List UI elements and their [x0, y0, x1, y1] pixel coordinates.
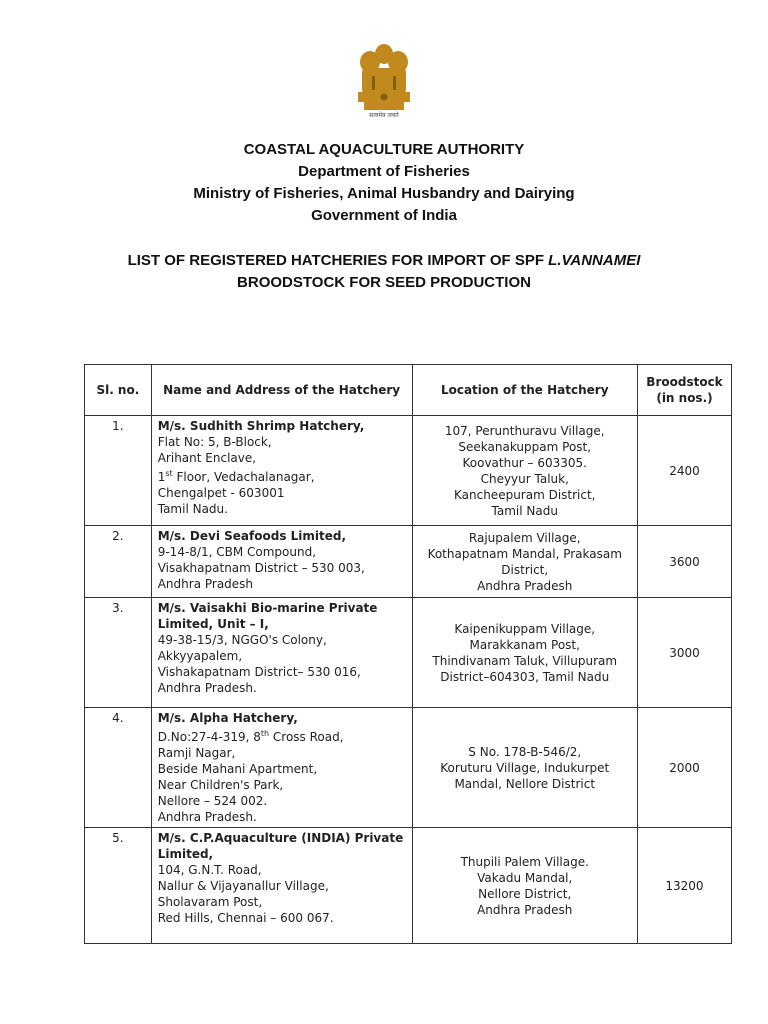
address-line: Andhra Pradesh.: [157, 810, 257, 824]
location-line: 107, Perunthuravu Village,: [444, 423, 605, 438]
cell-location: [412, 828, 637, 944]
address-line: Akkyyapalem,: [157, 649, 243, 663]
government-name: Government of India: [311, 207, 457, 224]
location-line: Thindivanam Taluk, Villupuram: [432, 653, 618, 668]
cell-location: [412, 526, 637, 598]
location-line: Andhra Pradesh: [477, 578, 573, 593]
address-line: Flat No: 5, B-Block,: [157, 435, 272, 449]
cell-broodstock: 3600: [637, 526, 731, 598]
location-line: Tamil Nadu: [491, 503, 558, 518]
cell-broodstock: 3000: [637, 598, 731, 708]
location-line: Rajupalem Village,: [468, 530, 581, 545]
hatchery-name: M/s. Sudhith Shrimp Hatchery,: [157, 419, 365, 433]
org-name: COASTAL AQUACULTURE AUTHORITY: [243, 141, 525, 158]
cell-sl-no: 4.: [85, 708, 152, 828]
address-line: Nallur & Vijayanallur Village,: [157, 879, 329, 893]
col-header-broodstock: Broodstock (in nos.): [637, 365, 731, 416]
address-line: 104, G.N.T. Road,: [157, 863, 262, 877]
address-line: Vishakapatnam District– 530 016,: [157, 665, 361, 679]
address-line: Red Hills, Chennai – 600 067.: [157, 911, 334, 925]
cell-name-address: [151, 828, 412, 944]
hatchery-name: M/s. Vaisakhi Bio-marine Private Limited, Unit – I,: [157, 601, 378, 631]
cell-sl-no: 2.: [85, 526, 152, 598]
table-row: [85, 526, 732, 598]
location-line: Mandal, Nellore District: [454, 776, 596, 791]
col-header-name-address: Name and Address of the Hatchery: [151, 365, 412, 416]
address-line: D.No:27-4-319, 8th Cross Road,: [157, 729, 344, 744]
location-line: Thupili Palem Village.: [460, 854, 589, 869]
cell-sl-no: 3.: [85, 598, 152, 708]
address-line: Andhra Pradesh.: [157, 681, 257, 695]
cell-broodstock: 2000: [637, 708, 731, 828]
address-line: Near Children's Park,: [157, 778, 284, 792]
address-line: Andhra Pradesh: [157, 577, 254, 591]
organization-header: [0, 139, 768, 227]
address-line: Nellore – 524 002.: [157, 794, 268, 808]
cell-name-address: [151, 598, 412, 708]
hatcheries-table: [84, 364, 732, 944]
document-title: [0, 250, 768, 294]
title-line-1: LIST OF REGISTERED HATCHERIES FOR IMPORT OF SPF L.VANNAMEI: [127, 252, 641, 269]
cell-name-address: [151, 708, 412, 828]
table-row: [85, 828, 732, 944]
address-line: Beside Mahani Apartment,: [157, 762, 318, 776]
hatchery-name: M/s. Devi Seafoods Limited,: [157, 529, 347, 543]
cell-broodstock: 13200: [637, 828, 731, 944]
cell-location: [412, 598, 637, 708]
location-line: Marakkanam Post,: [469, 637, 580, 652]
location-line: Vakadu Mandal,: [477, 870, 573, 885]
location-line: Seekanakuppam Post,: [458, 439, 592, 454]
address-line: 1st Floor, Vedachalanagar,: [157, 469, 315, 484]
location-line: District,: [501, 562, 549, 577]
cell-location: [412, 416, 637, 526]
hatchery-name: M/s. C.P.Aquaculture (INDIA) Private Limited,: [157, 831, 404, 861]
col-header-sl-no: Sl. no.: [85, 365, 152, 416]
location-line: Andhra Pradesh: [477, 902, 573, 917]
table-row: [85, 416, 732, 526]
location-line: Kaipenikuppam Village,: [454, 621, 596, 636]
table-header-row: [85, 365, 732, 416]
emblem-motto: सत्यमेव जयते: [369, 112, 399, 119]
address-line: Tamil Nadu.: [157, 502, 228, 516]
cell-name-address: [151, 526, 412, 598]
location-line: Kancheepuram District,: [453, 487, 596, 502]
col-header-location: Location of the Hatchery: [412, 365, 637, 416]
species-name: L.VANNAMEI: [548, 252, 641, 269]
cell-location: [412, 708, 637, 828]
address-line: Sholavaram Post,: [157, 895, 263, 909]
cell-sl-no: 1.: [85, 416, 152, 526]
location-line: Koovathur – 603305.: [462, 455, 587, 470]
location-line: S No. 178-B-546/2,: [468, 744, 582, 759]
table-row: [85, 708, 732, 828]
ministry-name: Ministry of Fisheries, Animal Husbandry and Dairying: [193, 185, 575, 202]
location-line: Kothapatnam Mandal, Prakasam: [427, 546, 622, 561]
address-line: Visakhapatnam District – 530 003,: [157, 561, 365, 575]
location-line: Cheyyur Taluk,: [480, 471, 569, 486]
address-line: Ramji Nagar,: [157, 746, 236, 760]
cell-name-address: [151, 416, 412, 526]
address-line: Chengalpet - 603001: [157, 486, 285, 500]
address-line: 9-14-8/1, CBM Compound,: [157, 545, 317, 559]
location-line: Koruturu Village, Indukurpet: [440, 760, 610, 775]
title-line-2: BROODSTOCK FOR SEED PRODUCTION: [237, 274, 531, 291]
hatchery-name: M/s. Alpha Hatchery,: [157, 711, 298, 725]
address-line: 49-38-15/3, NGGO's Colony,: [157, 633, 327, 647]
location-line: District–604303, Tamil Nadu: [440, 669, 610, 684]
department-name: Department of Fisheries: [298, 163, 470, 180]
location-line: Nellore District,: [478, 886, 572, 901]
address-line: Arihant Enclave,: [157, 451, 257, 465]
table-row: [85, 598, 732, 708]
cell-broodstock: 2400: [637, 416, 731, 526]
cell-sl-no: 5.: [85, 828, 152, 944]
